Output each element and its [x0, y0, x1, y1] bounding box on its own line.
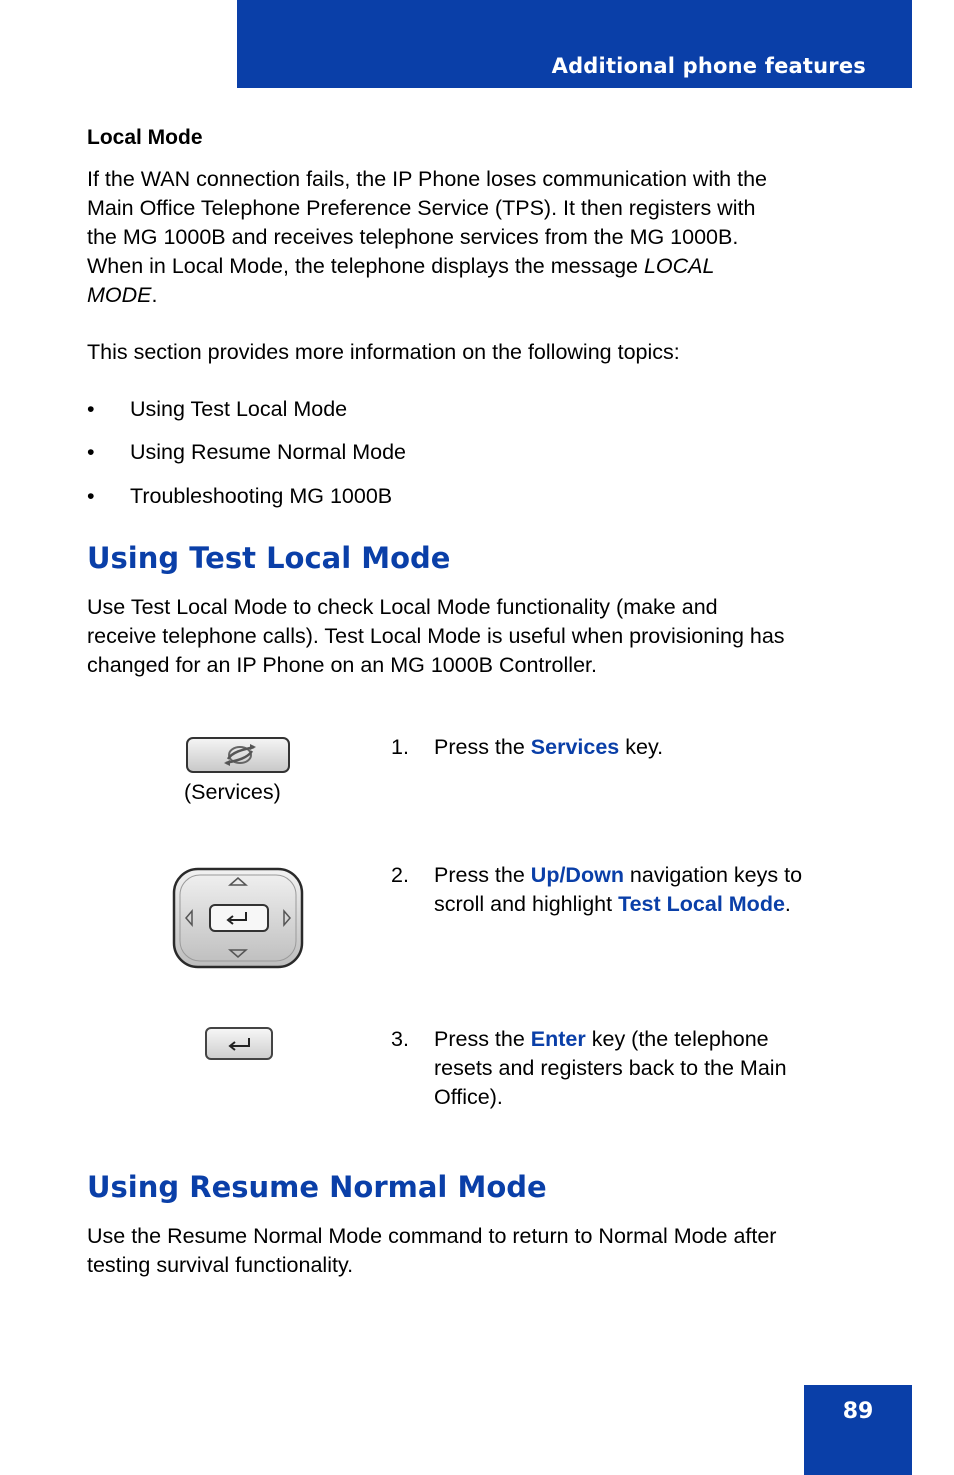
test-local-mode-keyword: Test Local Mode: [618, 892, 785, 916]
desc-line: Use the Resume Normal Mode command to return to Normal Mode after: [87, 1224, 777, 1248]
desc-line: changed for an IP Phone on an MG 1000B Controller.: [87, 653, 597, 677]
page-number-box: [804, 1385, 912, 1475]
message-local: LOCAL: [643, 254, 715, 278]
navigation-cluster-icon: [172, 867, 304, 969]
test-local-desc: [87, 593, 785, 680]
intro-line: Main Office Telephone Preference Service (TPS). It then registers with: [87, 196, 756, 220]
intro-line: the MG 1000B and receives telephone services from the MG 1000B.: [87, 225, 739, 249]
services-keyword: Services: [530, 735, 620, 759]
desc-line: receive telephone calls). Test Local Mode is useful when provisioning has: [87, 624, 785, 648]
enter-keyword: Enter: [530, 1027, 586, 1051]
topic-text: Using Resume Normal Mode: [130, 440, 407, 464]
intro-line: MODE.: [87, 283, 158, 307]
intro-line: If the WAN connection fails, the IP Phone loses communication with the: [87, 167, 767, 191]
message-mode: MODE: [87, 283, 152, 307]
topic-text: Troubleshooting MG 1000B: [130, 484, 393, 508]
updown-keyword: Up/Down: [530, 863, 624, 887]
local-mode-intro: [87, 165, 767, 310]
page-number: 89: [842, 1399, 874, 1424]
topics-intro: This section provides more information on the following topics:: [87, 340, 680, 364]
header-bar: [237, 0, 912, 88]
services-caption: (Services): [184, 780, 281, 804]
enter-key-icon: [205, 1027, 273, 1060]
desc-line: testing survival functionality.: [87, 1253, 354, 1277]
services-key-icon: [186, 737, 290, 773]
section-title-resume-normal: Using Resume Normal Mode: [87, 1170, 547, 1204]
resume-normal-desc: [87, 1222, 776, 1280]
section-title-test-local: Using Test Local Mode: [87, 541, 451, 575]
topic-text: Using Test Local Mode: [130, 397, 348, 421]
intro-line: When in Local Mode, the telephone displays the message LOCAL: [87, 254, 715, 278]
desc-line: Use Test Local Mode to check Local Mode functionality (make and: [87, 595, 718, 619]
running-header-title: Additional phone features: [551, 54, 866, 78]
local-mode-heading: Local Mode: [87, 126, 203, 149]
